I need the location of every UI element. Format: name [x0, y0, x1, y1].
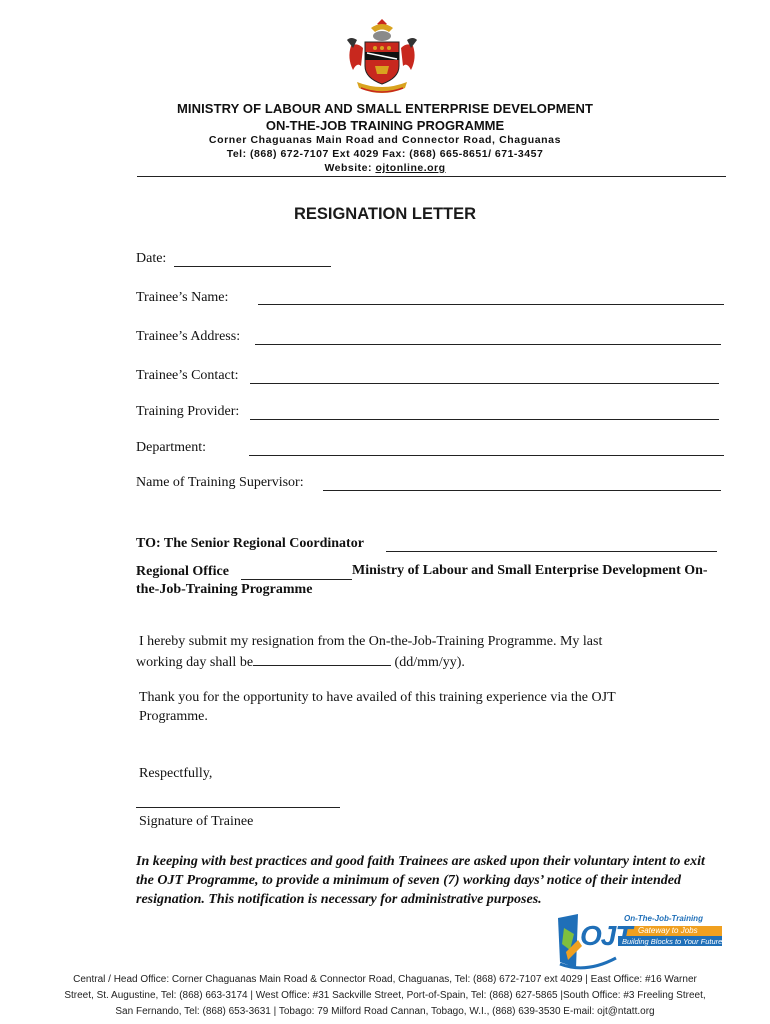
ojt-tagline-bottom: Building Blocks to Your Future: [622, 937, 723, 946]
date-field[interactable]: [174, 266, 331, 267]
trainee-contact-field[interactable]: [250, 383, 719, 384]
ministry-line-2: the-Job-Training Programme: [136, 582, 313, 597]
regional-office-field[interactable]: [241, 579, 352, 580]
ojt-tagline-mid: Gateway to Jobs: [638, 926, 698, 935]
date-label: Date:: [136, 251, 167, 266]
ojt-logo: [556, 910, 728, 976]
ministry-line-1: Ministry of Labour and Small Enterprise Development On-: [352, 563, 708, 578]
regional-office-label: Regional Office: [136, 564, 229, 579]
programme-name: ON-THE-JOB TRAINING PROGRAMME: [265, 118, 505, 133]
department-label: Department:: [136, 440, 206, 455]
signature-label: Signature of Trainee: [139, 814, 254, 829]
recipient-to: TO: The Senior Regional Coordinator: [136, 536, 364, 551]
trainee-address-field[interactable]: [255, 344, 721, 345]
footer-line-2: Street, St. Augustine, Tel: (868) 663-3174 | West Office: #31 Sackville Street, Port-of-Spain, Tel: (868) 627-5865 |South Office: #3 Freeling Street,: [64, 990, 706, 1001]
trainee-name-field[interactable]: [258, 304, 724, 305]
footer-line-3: San Fernando, Tel: (868) 653-3631 | Tobago: 79 Milford Road Cannan, Tobago, W.I., (868) 639-3530 E-mail: ojt@ntatt.org: [115, 1006, 655, 1017]
header-phone: Tel: (868) 672-7107 Ext 4029 Fax: (868) 665-8651/ 671-3457: [226, 148, 544, 160]
resignation-statement-line-1: I hereby submit my resignation from the On-the-Job-Training Programme. My last: [139, 634, 603, 649]
last-day-text: working day shall be: [136, 655, 254, 670]
website-label: Website:: [324, 162, 373, 174]
ojt-wordmark: OJT: [580, 920, 632, 951]
coat-of-arms-icon: [337, 18, 427, 100]
page-title: RESIGNATION LETTER: [293, 205, 477, 223]
signature-field[interactable]: [136, 807, 340, 808]
thank-you-line-2: Programme.: [139, 709, 208, 724]
last-day-field[interactable]: [253, 651, 391, 666]
ministry-name: MINISTRY OF LABOUR AND SMALL ENTERPRISE DEVELOPMENT: [176, 101, 594, 116]
resignation-statement-line-2: [136, 651, 465, 673]
trainee-name-label: Trainee’s Name:: [136, 290, 229, 305]
department-field[interactable]: [249, 455, 724, 456]
trainee-address-label: Trainee’s Address:: [136, 329, 241, 344]
header-address: Corner Chaguanas Main Road and Connector Road, Chaguanas: [208, 134, 562, 146]
training-provider-label: Training Provider:: [136, 404, 240, 419]
training-provider-field[interactable]: [250, 419, 719, 420]
website-link[interactable]: ojtonline.org: [375, 162, 446, 174]
ojt-tagline-top: On-The-Job-Training: [624, 914, 703, 923]
trainee-contact-label: Trainee’s Contact:: [136, 368, 239, 383]
notice-paragraph: In keeping with best practices and good faith Trainees are asked upon their voluntary intent to exit the OJT Programme, to provide a minimum of seven (7) working days’ notice of their intended resignation. This notification is necessary for administrative purposes.: [136, 854, 705, 907]
header-divider: [137, 176, 726, 177]
date-format-text: (dd/mm/yy).: [391, 655, 465, 670]
supervisor-label: Name of Training Supervisor:: [136, 475, 304, 490]
closing: Respectfully,: [139, 766, 213, 781]
supervisor-field[interactable]: [323, 490, 721, 491]
header-website: [0, 162, 770, 174]
footer-line-1: Central / Head Office: Corner Chaguanas Main Road & Connector Road, Chaguanas, Tel: (868) 672-7107 ext 4029 | East Office: #16 Warner: [73, 974, 697, 985]
thank-you-line-1: Thank you for the opportunity to have availed of this training experience via the OJT: [139, 690, 616, 705]
regional-coordinator-field[interactable]: [386, 551, 717, 552]
